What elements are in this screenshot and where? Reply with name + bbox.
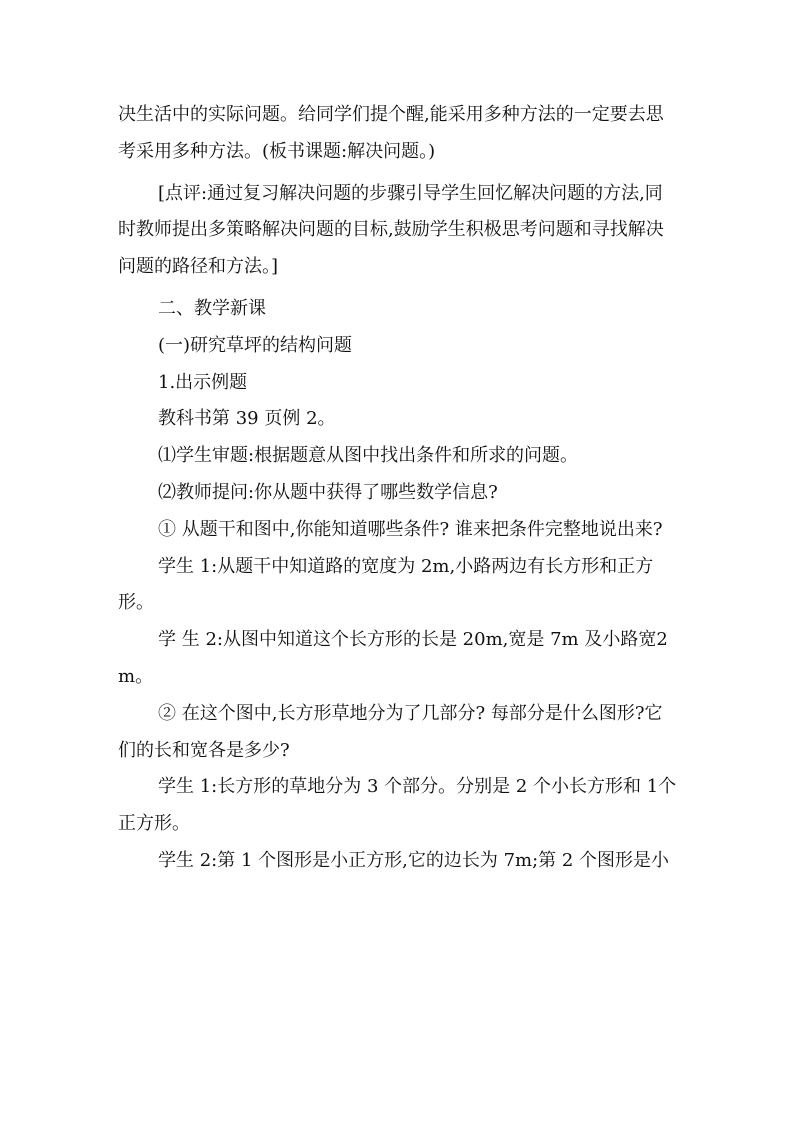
paragraph-commentary: [点评:通过复习解决问题的步骤引导学生回忆解决问题的方法,同时教师提出多策略解决问题的目标,鼓励学生积极思考问题和寻找解决问题的路径和方法。] [118, 182, 664, 278]
paragraph-textbook-reference: 教科书第 39 页例 2。 [158, 408, 336, 430]
paragraph-intro-continuation: 决生活中的实际问题。给同学们提个醒,能采用多种方法的一定要去思考采用多种方法。(板书课题:解决问题。) [118, 104, 664, 162]
paragraph-question-2: ② 在这个图中,长方形草地分为了几部分? 每部分是什么图形?它们的长和宽各是多少? [118, 702, 663, 761]
paragraph-student-1-answer-b: 学生 1:长方形的草地分为 3 个部分。分别是 2 个小长方形和 1个正方形。 [118, 776, 677, 835]
paragraph-student-1-answer-a: 学生 1:从题干中知道路的宽度为 2m,小路两边有长方形和正方形。 [118, 555, 654, 614]
subsection-heading-lawn-structure: (一)研究草坪的结构问题 [158, 334, 353, 356]
document-body [118, 97, 680, 880]
paragraph-student-review: ⑴学生审题:根据题意从图中找出条件和所求的问题。 [158, 445, 579, 467]
paragraph-teacher-question: ⑵教师提问:你从题中获得了哪些数学信息? [158, 481, 498, 503]
paragraph-student-2-answer-a: 学 生 2:从图中知道这个长方形的长是 20m,宽是 7m 及小路宽2m。 [118, 629, 668, 687]
paragraph-question-1: ① 从题干和图中,你能知道哪些条件? 谁来把条件完整地说出来? [158, 518, 663, 540]
paragraph-student-2-answer-b: 学生 2:第 1 个图形是小正方形,它的边长为 7m;第 2 个图形是小 [158, 849, 670, 871]
section-heading-new-lesson: 二、教学新课 [158, 297, 266, 319]
step-heading-show-example: 1.出示例题 [158, 371, 248, 393]
